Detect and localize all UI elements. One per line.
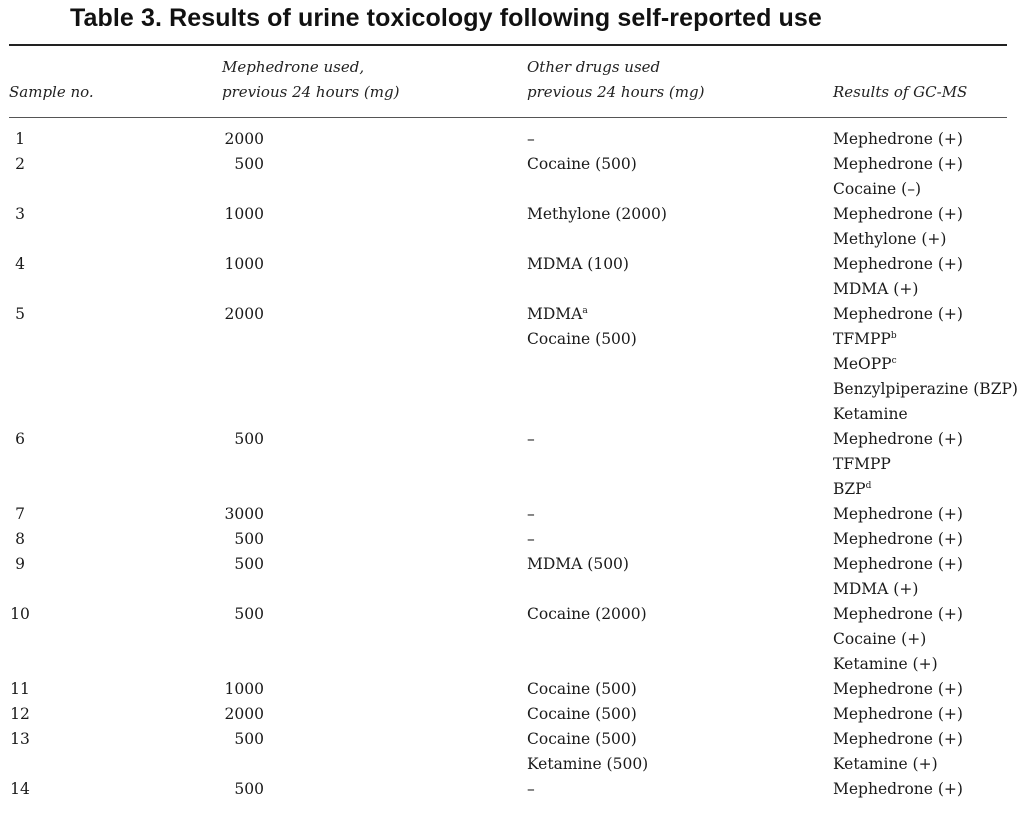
sample-number-cell: 10 — [10, 605, 30, 623]
footnote-marker: b — [890, 331, 897, 341]
sample-number-cell: 14 — [10, 780, 30, 798]
sample-number-cell: 6 — [15, 430, 25, 448]
gcms-result-cell: Cocaine (+) — [833, 630, 927, 648]
gcms-result-cell: Benzylpiperazine (BZP) — [833, 380, 1018, 398]
mephedrone-dose-cell: 3000 — [224, 505, 264, 523]
footnote-marker: c — [891, 356, 897, 366]
top-rule — [9, 44, 1007, 46]
gcms-result-cell: Ketamine (+) — [833, 755, 938, 773]
footnote-marker: a — [582, 306, 588, 316]
other-drug-cell: Methylone (2000) — [527, 205, 667, 223]
gcms-result-cell: Mephedrone (+) — [833, 530, 963, 548]
sample-number-cell: 9 — [15, 555, 25, 573]
gcms-result-cell: MDMA (+) — [833, 580, 919, 598]
gcms-result-cell: Mephedrone (+) — [833, 605, 963, 623]
gcms-result-cell: Mephedrone (+) — [833, 430, 963, 448]
sample-number-cell: 8 — [15, 530, 25, 548]
gcms-result-cell: Mephedrone (+) — [833, 730, 963, 748]
footnote-marker: d — [865, 481, 872, 491]
other-drug-cell: – — [527, 130, 535, 148]
gcms-result-cell: Mephedrone (+) — [833, 780, 963, 798]
gcms-result-cell: MDMA (+) — [833, 280, 919, 298]
gcms-result-cell: Mephedrone (+) — [833, 155, 963, 173]
mephedrone-dose-cell: 500 — [234, 730, 264, 748]
other-drug-cell: Ketamine (500) — [527, 755, 649, 773]
other-drug-cell: Cocaine (2000) — [527, 605, 647, 623]
other-drug-cell: Cocaine (500) — [527, 330, 637, 348]
gcms-result-cell: Mephedrone (+) — [833, 680, 963, 698]
gcms-result-cell: Mephedrone (+) — [833, 555, 963, 573]
gcms-result-cell: Methylone (+) — [833, 230, 947, 248]
sample-number-cell: 5 — [15, 305, 25, 323]
other-drug-cell: Cocaine (500) — [527, 705, 637, 723]
other-drug-cell: Cocaine (500) — [527, 155, 637, 173]
gcms-result-cell: TFMPP — [833, 455, 891, 473]
sample-number-cell: 7 — [15, 505, 25, 523]
other-drug-cell: – — [527, 530, 535, 548]
mephedrone-dose-cell: 1000 — [224, 255, 264, 273]
mephedrone-dose-cell: 500 — [234, 605, 264, 623]
mephedrone-dose-cell: 500 — [234, 155, 264, 173]
table-title: Table 3. Results of urine toxicology following self-reported use — [70, 4, 822, 32]
mephedrone-dose-cell: 1000 — [224, 680, 264, 698]
gcms-result-cell: TFMPP$^b$ — [833, 330, 897, 348]
sample-number-cell: 3 — [15, 205, 25, 223]
header-other-line2: previous 24 hours (mg) — [527, 83, 705, 101]
gcms-result-cell: Ketamine (+) — [833, 655, 938, 673]
gcms-result-cell: Ketamine — [833, 405, 908, 423]
gcms-result-cell: BZP$^d$ — [833, 480, 872, 498]
other-drug-cell: – — [527, 430, 535, 448]
gcms-result-cell: Mephedrone (+) — [833, 705, 963, 723]
gcms-result-cell: Mephedrone (+) — [833, 255, 963, 273]
other-drug-cell: – — [527, 780, 535, 798]
mephedrone-dose-cell: 500 — [234, 430, 264, 448]
header-mephedrone-line2: previous 24 hours (mg) — [222, 83, 400, 101]
mephedrone-dose-cell: 2000 — [224, 130, 264, 148]
header-rule — [9, 117, 1007, 118]
sample-number-cell: 11 — [10, 680, 30, 698]
mephedrone-dose-cell: 500 — [234, 780, 264, 798]
other-drug-cell: MDMA (100) — [527, 255, 629, 273]
gcms-result-cell: Mephedrone (+) — [833, 205, 963, 223]
sample-number-cell: 1 — [15, 130, 25, 148]
other-drug-cell: MDMA (500) — [527, 555, 629, 573]
other-drug-cell: MDMA$^a$ — [527, 305, 588, 323]
sample-number-cell: 4 — [15, 255, 25, 273]
gcms-result-cell: MeOPP$^c$ — [833, 355, 897, 373]
header-mephedrone-line1: Mephedrone used, — [222, 58, 365, 76]
gcms-result-cell: Mephedrone (+) — [833, 305, 963, 323]
gcms-result-cell: Mephedrone (+) — [833, 505, 963, 523]
mephedrone-dose-cell: 2000 — [224, 705, 264, 723]
gcms-result-cell: Mephedrone (+) — [833, 130, 963, 148]
mephedrone-dose-cell: 500 — [234, 555, 264, 573]
gcms-result-cell: Cocaine (–) — [833, 180, 921, 198]
mephedrone-dose-cell: 2000 — [224, 305, 264, 323]
other-drug-cell: Cocaine (500) — [527, 680, 637, 698]
mephedrone-dose-cell: 1000 — [224, 205, 264, 223]
mephedrone-dose-cell: 500 — [234, 530, 264, 548]
sample-number-cell: 13 — [10, 730, 30, 748]
sample-number-cell: 12 — [10, 705, 30, 723]
other-drug-cell: – — [527, 505, 535, 523]
header-results: Results of GC-MS — [833, 83, 968, 101]
header-sample: Sample no. — [9, 83, 94, 101]
header-other-line1: Other drugs used — [527, 58, 661, 76]
other-drug-cell: Cocaine (500) — [527, 730, 637, 748]
sample-number-cell: 2 — [15, 155, 25, 173]
